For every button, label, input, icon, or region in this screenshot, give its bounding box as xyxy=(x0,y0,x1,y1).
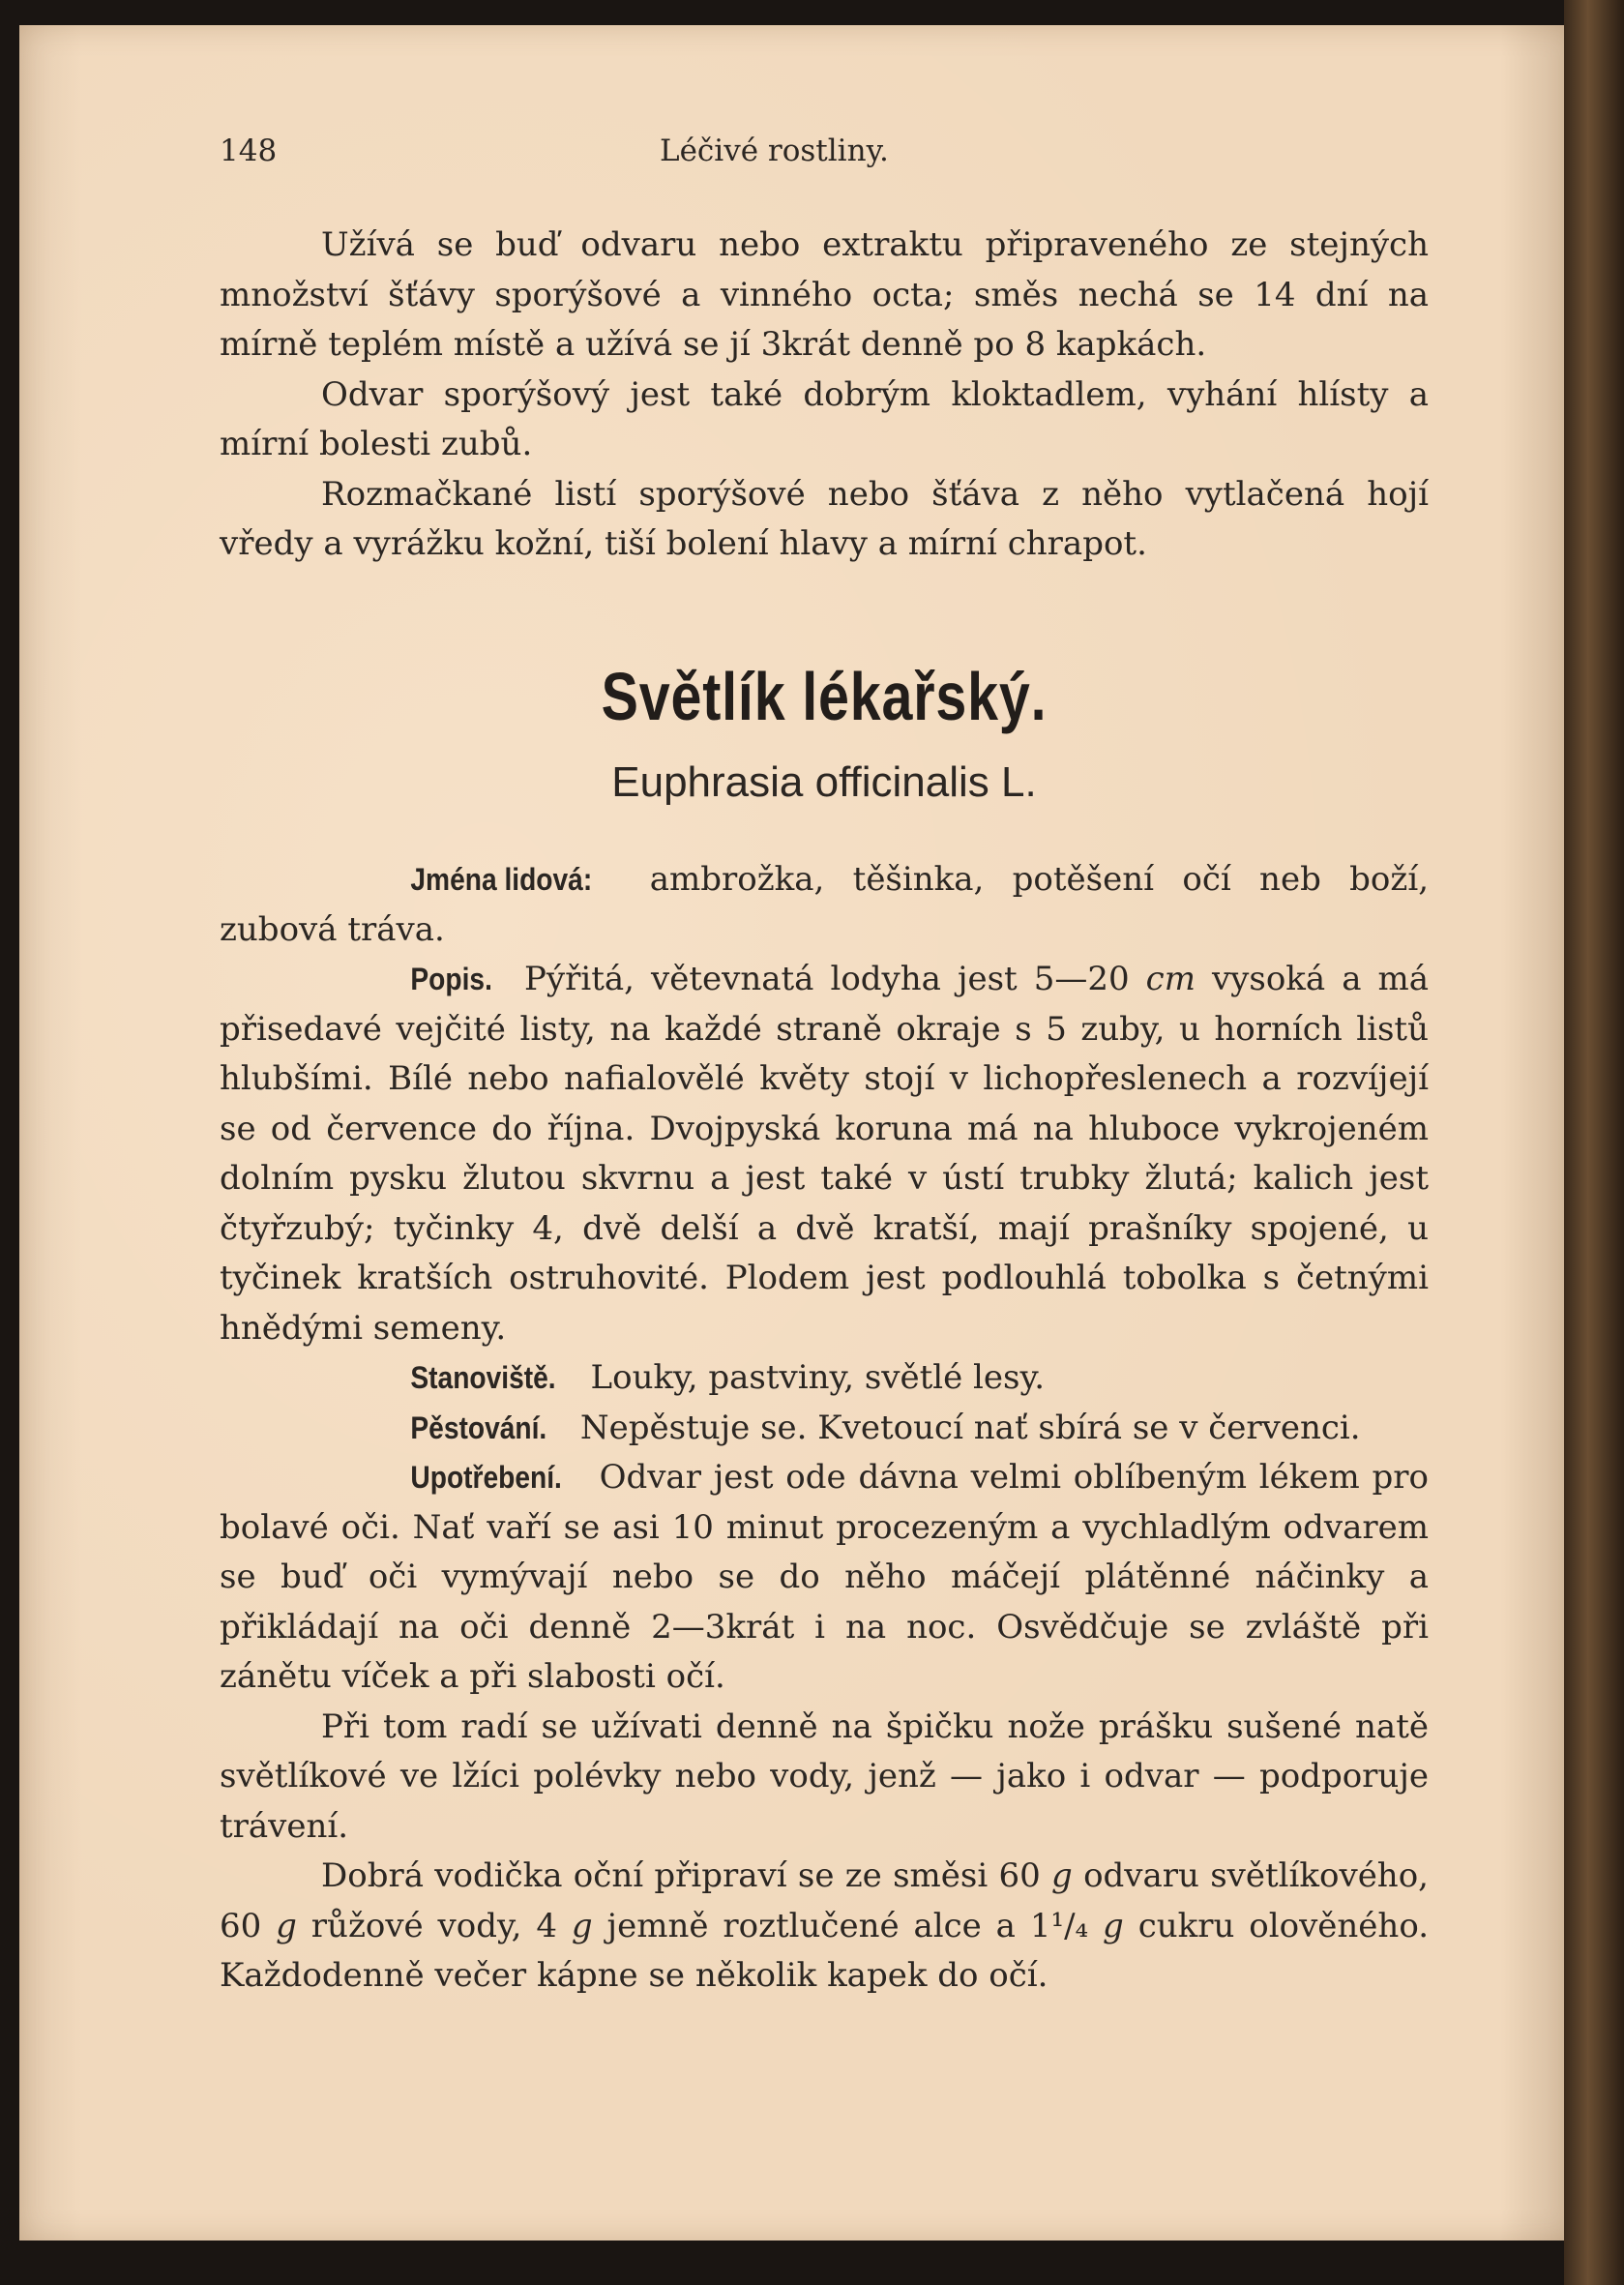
page-number: 148 xyxy=(220,134,278,168)
use-paragraph xyxy=(220,1453,1429,1703)
use-label: Upotřebení. xyxy=(410,1460,562,1495)
use-p3-a: Dobrá vodička oční připraví se ze směsi 60 xyxy=(321,1856,1052,1895)
plant-body xyxy=(220,855,1429,2002)
intro-paragraph-3: Rozmačkané listí sporýšové nebo šťáva z něho vytlačená hojí vředy a vyrážku kožní, tiší bolení hlavy a mírní chrapot. xyxy=(220,474,1429,563)
description-text-a: Pýřitá, větevnatá lodyha jest 5—20 xyxy=(508,960,1146,998)
habitat-label: Stanoviště. xyxy=(410,1360,556,1395)
intro-text xyxy=(220,221,1429,570)
latin-name: Euphrasia officinalis L. xyxy=(611,758,1037,806)
book-spine xyxy=(1564,0,1624,2285)
names-text: ambrožka, těšinka, potěšení očí neb boží, zubová tráva. xyxy=(220,860,1429,949)
cultivation-paragraph xyxy=(220,1404,1429,1454)
description-text-b: vysoká a má přisedavé vejčité listy, na každé straně okraje s 5 zuby, u horních listů hlubšími. Bílé nebo nafialovělé květy stojí v lichopřeslenech a rozvíjejí se od července do října. Dvojpyská koruna má na hluboce vykrojeném dolním pysku žlutou skvrnu a jest také v ústí trubky žlutá; kalich jest čtyřzubý; tyčinky 4, dvě delší a dvě kratší, mají prašníky spojené, u tyčinek kratších ostruhovité. Plodem jest podlouhlá tobolka s četnými hnědými semeny. xyxy=(220,960,1429,1348)
use-p3-d: jemně roztlučené alce a 1¹/₄ xyxy=(592,1906,1104,1945)
intro-paragraph-2: Odvar sporýšový jest také dobrým kloktadlem, vyhání hlísty a mírní bolesti zubů. xyxy=(220,374,1429,463)
use-paragraph-2: Při tom radí se užívati denně na špičku nože prášku sušené natě světlíkové ve lžíci polévky nebo vody, jenž — jako i odvar — podporuje trávení. xyxy=(220,1706,1429,1846)
names-label: Jména lidová: xyxy=(410,862,593,897)
use-p3-e: cukru olověného. Každodenně večer kápne se několik kapek do očí. xyxy=(220,1906,1430,1995)
running-head: Léčivé rostliny. xyxy=(660,134,889,168)
use-p3-b: odvaru světlíkového, 60 xyxy=(220,1856,1429,1945)
use-text: Odvar jest ode dávna velmi oblíbeným lékem pro bolavé oči. Nať vaří se asi 10 minut procezeným a vychladlým odvarem se buď oči vymývají nebo se do něho máčejí plátěnné náčinky a přikládají na oči denně 2—3krát i na noc. Osvědčuje se zvláště při zánětu víček a při slabosti očí. xyxy=(220,1458,1429,1696)
intro-paragraph-1: Užívá se buď odvaru nebo extraktu připraveného ze stejných množství šťávy sporýšové a vinného octa; směs nechá se 14 dní na mírně teplém místě a užívá se jí 3krát denně po 8 kapkách. xyxy=(220,225,1429,364)
use-p3-c: růžové vody, 4 xyxy=(296,1906,572,1945)
habitat-paragraph xyxy=(220,1353,1429,1404)
cultivation-label: Pěstování. xyxy=(410,1410,547,1445)
page-header xyxy=(220,134,1429,176)
unit-g-3: g xyxy=(571,1906,593,1945)
unit-cm: cm xyxy=(1145,960,1196,998)
use-paragraph-3 xyxy=(220,1852,1429,2002)
unit-g-1: g xyxy=(1051,1856,1073,1895)
description-paragraph xyxy=(220,955,1429,1353)
cultivation-text: Nepěstuje se. Kvetoucí nať sbírá se v červenci. xyxy=(570,1408,1361,1447)
unit-g-2: g xyxy=(276,1906,297,1945)
unit-g-4: g xyxy=(1103,1906,1124,1945)
habitat-text: Louky, pastviny, světlé lesy. xyxy=(579,1358,1046,1397)
names-paragraph xyxy=(220,855,1429,955)
description-label: Popis. xyxy=(410,962,492,996)
section-title: Světlík lékařský. xyxy=(601,659,1048,734)
